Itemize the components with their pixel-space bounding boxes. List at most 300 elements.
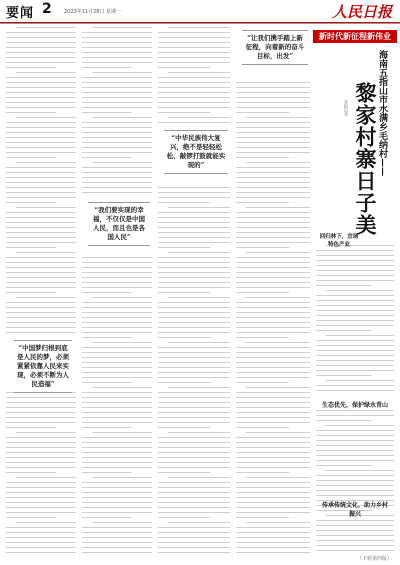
body-text-line [158,227,230,228]
body-text-line [82,287,152,288]
body-text-line [6,227,76,228]
body-text-line [6,177,76,178]
body-text-line [316,535,394,536]
body-text-line [236,472,289,473]
column-3 [158,27,230,557]
body-text-line [158,392,230,393]
body-text-line [236,452,310,453]
body-text-line [316,265,394,266]
body-text-line [82,127,152,128]
body-text-line [158,467,230,468]
body-text-line [316,260,394,261]
body-text-line [6,302,76,303]
body-text-line [6,152,76,153]
body-text-line [158,542,230,543]
body-text-line [316,435,394,436]
body-text-line [82,332,152,333]
body-text-line [316,390,394,391]
body-text-line [6,107,76,108]
body-text-line [236,547,310,548]
body-text-line [236,87,310,88]
body-text-line [168,342,230,343]
body-text-line [236,397,310,398]
body-text-line [236,517,289,518]
body-text-line [6,222,76,223]
body-text-line [236,232,310,233]
body-text-line [82,142,152,143]
body-text-line [168,522,230,523]
feature-author: 本报记者 [344,100,349,116]
body-text-line [236,142,310,143]
body-text-line [158,322,230,323]
body-text-line [158,362,230,363]
feature-banner: 新时代新征程新伟业 [313,30,397,43]
body-text-line [236,457,310,458]
body-text-line [236,507,310,508]
body-text-line [246,522,310,523]
body-text-line [326,380,394,381]
feature-subhead-2: 生态优先，保护绿水青山 [321,402,388,409]
body-text-line [82,362,152,363]
body-text-line [6,517,56,518]
body-text-line [6,472,56,473]
body-text-line [92,72,152,73]
body-text-line [158,427,210,428]
body-text-line [236,282,310,283]
body-text-line [6,287,76,288]
body-text-line [316,295,394,296]
body-text-line [6,502,76,503]
body-text-line [16,162,76,163]
body-text-line [158,237,230,238]
body-text-line [82,317,152,318]
body-text-line [82,177,152,178]
body-text-line [316,350,394,351]
body-text-line [82,172,152,173]
body-text-line [158,377,230,378]
body-text-line [82,377,152,378]
body-text-line [158,417,230,418]
body-text-line [158,317,230,318]
pull-quote-3: “中华民族伟大复兴，绝不是轻轻松松、敲锣打鼓就能实现的” [164,130,228,174]
body-text-line [158,547,230,548]
section-title: 要闻 [6,6,35,21]
body-text-line [6,317,76,318]
feature-subtitle: 海南五指山市水满乡毛纳村—— [377,50,387,176]
body-text-line [158,512,230,513]
body-text-line [82,547,152,548]
body-text-line [6,447,76,448]
body-text-line [16,117,76,118]
body-text-line [82,82,152,83]
body-text-line [158,457,230,458]
body-text-line [236,287,310,288]
body-text-line [82,482,152,483]
body-text-line [82,502,152,503]
body-text-line [6,442,76,443]
body-text-line [158,222,230,223]
body-text-line [236,267,310,268]
body-text-line [82,517,132,518]
body-text-line [6,322,76,323]
body-text-line [236,447,310,448]
body-text-line [158,352,230,353]
body-text-line [82,527,152,528]
body-text-line [82,282,152,283]
body-text-line [6,102,76,103]
body-text-line [82,77,152,78]
body-text-line [16,297,76,298]
body-text-line [236,172,310,173]
body-text-line [236,462,310,463]
body-text-line [236,197,310,198]
body-text-line [6,542,76,543]
body-text-line [316,455,394,456]
body-text-line [82,402,152,403]
body-text-line [158,92,230,93]
body-text-line [316,450,394,451]
body-text-line [6,457,76,458]
body-text-line [158,212,230,213]
body-text-line [82,307,152,308]
pull-quote-1: “中国梦归根到底是人民的梦，必须紧紧依靠人民来实现，必须不断为人民造福” [14,340,72,393]
body-text-line [82,272,152,273]
body-text-line [158,217,230,218]
body-text-line [236,82,310,83]
body-text-line [316,360,394,361]
body-text-line [316,285,372,286]
body-text-line [158,502,230,503]
body-text-line [82,32,152,33]
body-text-line [316,325,394,326]
body-text-line [236,122,310,123]
body-text-line [158,532,230,533]
body-text-line [6,397,76,398]
body-text-line [158,277,230,278]
body-text-line [82,467,152,468]
body-text-line [158,262,230,263]
body-text-line [6,547,76,548]
body-text-line [82,447,152,448]
body-text-line [236,482,310,483]
body-text-line [316,540,394,541]
body-text-line [236,222,310,223]
body-text-line [236,337,289,338]
body-text-line [6,37,76,38]
body-text-line [158,247,210,248]
body-text-line [6,482,76,483]
body-text-line [82,312,152,313]
body-text-line [6,202,56,203]
continuation-note: （下转第四版） [356,556,392,562]
body-text-line [82,147,152,148]
body-text-line [158,187,230,188]
body-text-line [158,82,230,83]
body-text-line [158,287,230,288]
body-text-line [168,117,230,118]
body-text-line [82,497,152,498]
body-text-line [236,127,310,128]
body-text-line [6,197,76,198]
body-text-line [316,385,394,386]
body-text-line [82,107,152,108]
body-text-line [236,102,310,103]
body-text-line [316,420,372,421]
body-text-line [236,97,310,98]
body-text-line [158,507,230,508]
body-text-line [82,472,132,473]
body-text-line [82,357,152,358]
body-text-line [6,232,76,233]
pull-quote-4: “让我们携手踏上新征程，向着新的奋斗目标，出发” [242,30,308,65]
body-text-line [236,277,310,278]
body-text-line [316,345,394,346]
body-text-line [326,470,394,471]
body-text-line [168,477,230,478]
body-text-line [236,217,310,218]
body-text-line [6,267,76,268]
body-text-line [236,367,310,368]
body-text-line [236,382,289,383]
body-text-line [316,340,394,341]
body-text-line [6,247,56,248]
body-text-line [6,492,76,493]
body-text-line [236,192,310,193]
body-text-line [316,355,394,356]
body-text-line [82,192,152,193]
body-text-line [6,112,56,113]
body-text-line [168,387,230,388]
body-text-line [6,462,76,463]
body-text-line [92,27,152,28]
body-text-line [236,322,310,323]
body-text-line [82,257,152,258]
body-text-line [6,277,76,278]
body-text-line [316,375,372,376]
body-text-line [6,57,76,58]
body-text-line [316,520,394,521]
body-text-line [236,147,310,148]
body-text-line [6,137,76,138]
body-text-line [6,127,76,128]
body-text-line [316,440,394,441]
body-text-line [6,527,76,528]
body-text-line [92,342,152,343]
body-text-line [158,382,210,383]
body-text-line [6,42,76,43]
body-text-line [236,497,310,498]
body-text-line [246,117,310,118]
body-text-line [6,422,76,423]
body-text-line [236,302,310,303]
body-text-line [6,272,76,273]
body-text-line [82,182,152,183]
body-text-line [82,262,152,263]
body-text-line [82,47,152,48]
body-text-line [316,250,394,251]
body-text-line [168,27,230,28]
body-text-line [236,137,310,138]
body-text-line [82,57,152,58]
body-text-line [158,302,230,303]
body-text-line [16,477,76,478]
body-text-line [246,387,310,388]
body-text-line [236,212,310,213]
body-text-line [236,332,310,333]
body-text-line [82,157,132,158]
body-text-line [316,530,394,531]
body-text-line [236,487,310,488]
body-text-line [6,92,76,93]
body-text-line [6,142,76,143]
body-text-line [246,297,310,298]
body-text-line [6,497,76,498]
body-text-line [92,387,152,388]
body-text-line [158,552,230,553]
body-text-line [92,432,152,433]
body-text-line [158,517,210,518]
body-text-line [246,432,310,433]
body-text-line [6,187,76,188]
body-text-line [82,392,152,393]
body-text-line [158,332,230,333]
body-text-line [6,147,76,148]
body-text-line [158,537,230,538]
body-text-line [236,272,310,273]
body-text-line [236,152,310,153]
body-text-line [82,532,152,533]
body-text-line [316,495,394,496]
body-text-line [6,167,76,168]
body-text-line [158,272,230,273]
body-text-line [82,67,132,68]
body-text-line [316,365,394,366]
body-text-line [158,372,230,373]
body-text-line [82,542,152,543]
body-text-line [158,32,230,33]
body-text-line [82,367,152,368]
body-text-line [82,37,152,38]
body-text-line [6,47,76,48]
body-text-line [82,487,152,488]
body-text-line [158,257,230,258]
body-text-line [236,237,310,238]
body-text-line [236,317,310,318]
body-text-line [6,257,76,258]
body-text-line [158,437,230,438]
body-text-line [16,72,76,73]
body-text-line [6,512,76,513]
body-text-line [6,427,56,428]
body-text-line [158,87,230,88]
body-text-line [316,255,394,256]
body-text-line [246,477,310,478]
body-text-line [158,527,230,528]
body-text-line [158,77,230,78]
body-text-line [6,52,76,53]
body-text-line [316,300,394,301]
body-text-line [82,292,132,293]
body-text-line [6,62,76,63]
body-text-line [158,197,230,198]
body-text-line [158,327,230,328]
body-text-line [236,92,310,93]
body-text-line [158,62,230,63]
body-text-line [82,397,152,398]
body-text-line [92,522,152,523]
body-text-line [158,37,230,38]
body-text-line [236,312,310,313]
body-text-line [236,177,310,178]
body-text-line [246,207,310,208]
body-text-line [158,462,230,463]
body-text-line [82,552,152,553]
column-4 [236,27,310,557]
body-text-line [158,337,210,338]
body-text-line [82,407,152,408]
body-text-line [6,487,76,488]
body-text-line [158,397,230,398]
body-text-line [82,112,132,113]
body-text-line [158,412,230,413]
body-text-line [158,312,230,313]
body-text-line [6,412,76,413]
body-text-line [236,257,310,258]
feature-title: 黎家村寨日子美 [353,82,378,236]
body-text-line [316,330,372,331]
body-text-line [236,427,289,428]
body-text-line [82,537,152,538]
body-text-line [6,242,76,243]
body-text-line [236,327,310,328]
body-text-line [6,212,76,213]
body-text-line [92,297,152,298]
body-text-line [6,77,76,78]
body-text-line [82,372,152,373]
column-1 [6,27,76,557]
body-text-line [316,490,394,491]
body-text-line [6,507,76,508]
body-text-line [316,280,394,281]
body-text-line [236,492,310,493]
body-text-line [316,370,394,371]
body-text-line [158,452,230,453]
body-text-line [236,442,310,443]
body-text-line [82,382,132,383]
body-text-line [236,227,310,228]
body-text-line [82,492,152,493]
body-text-line [316,485,394,486]
body-text-line [82,322,152,323]
body-text-line [6,32,76,33]
body-text-line [82,442,152,443]
body-text-line [236,412,310,413]
body-text-line [236,392,310,393]
body-text-line [236,107,310,108]
body-text-line [6,537,76,538]
body-text-line [158,267,230,268]
body-text-line [82,462,152,463]
body-text-line [168,72,230,73]
body-text-line [6,467,76,468]
body-text-line [82,352,152,353]
body-text-line [158,67,210,68]
body-text-line [6,532,76,533]
body-text-line [236,422,310,423]
body-text-line [6,67,56,68]
body-text-line [6,192,76,193]
body-text-line [236,542,310,543]
